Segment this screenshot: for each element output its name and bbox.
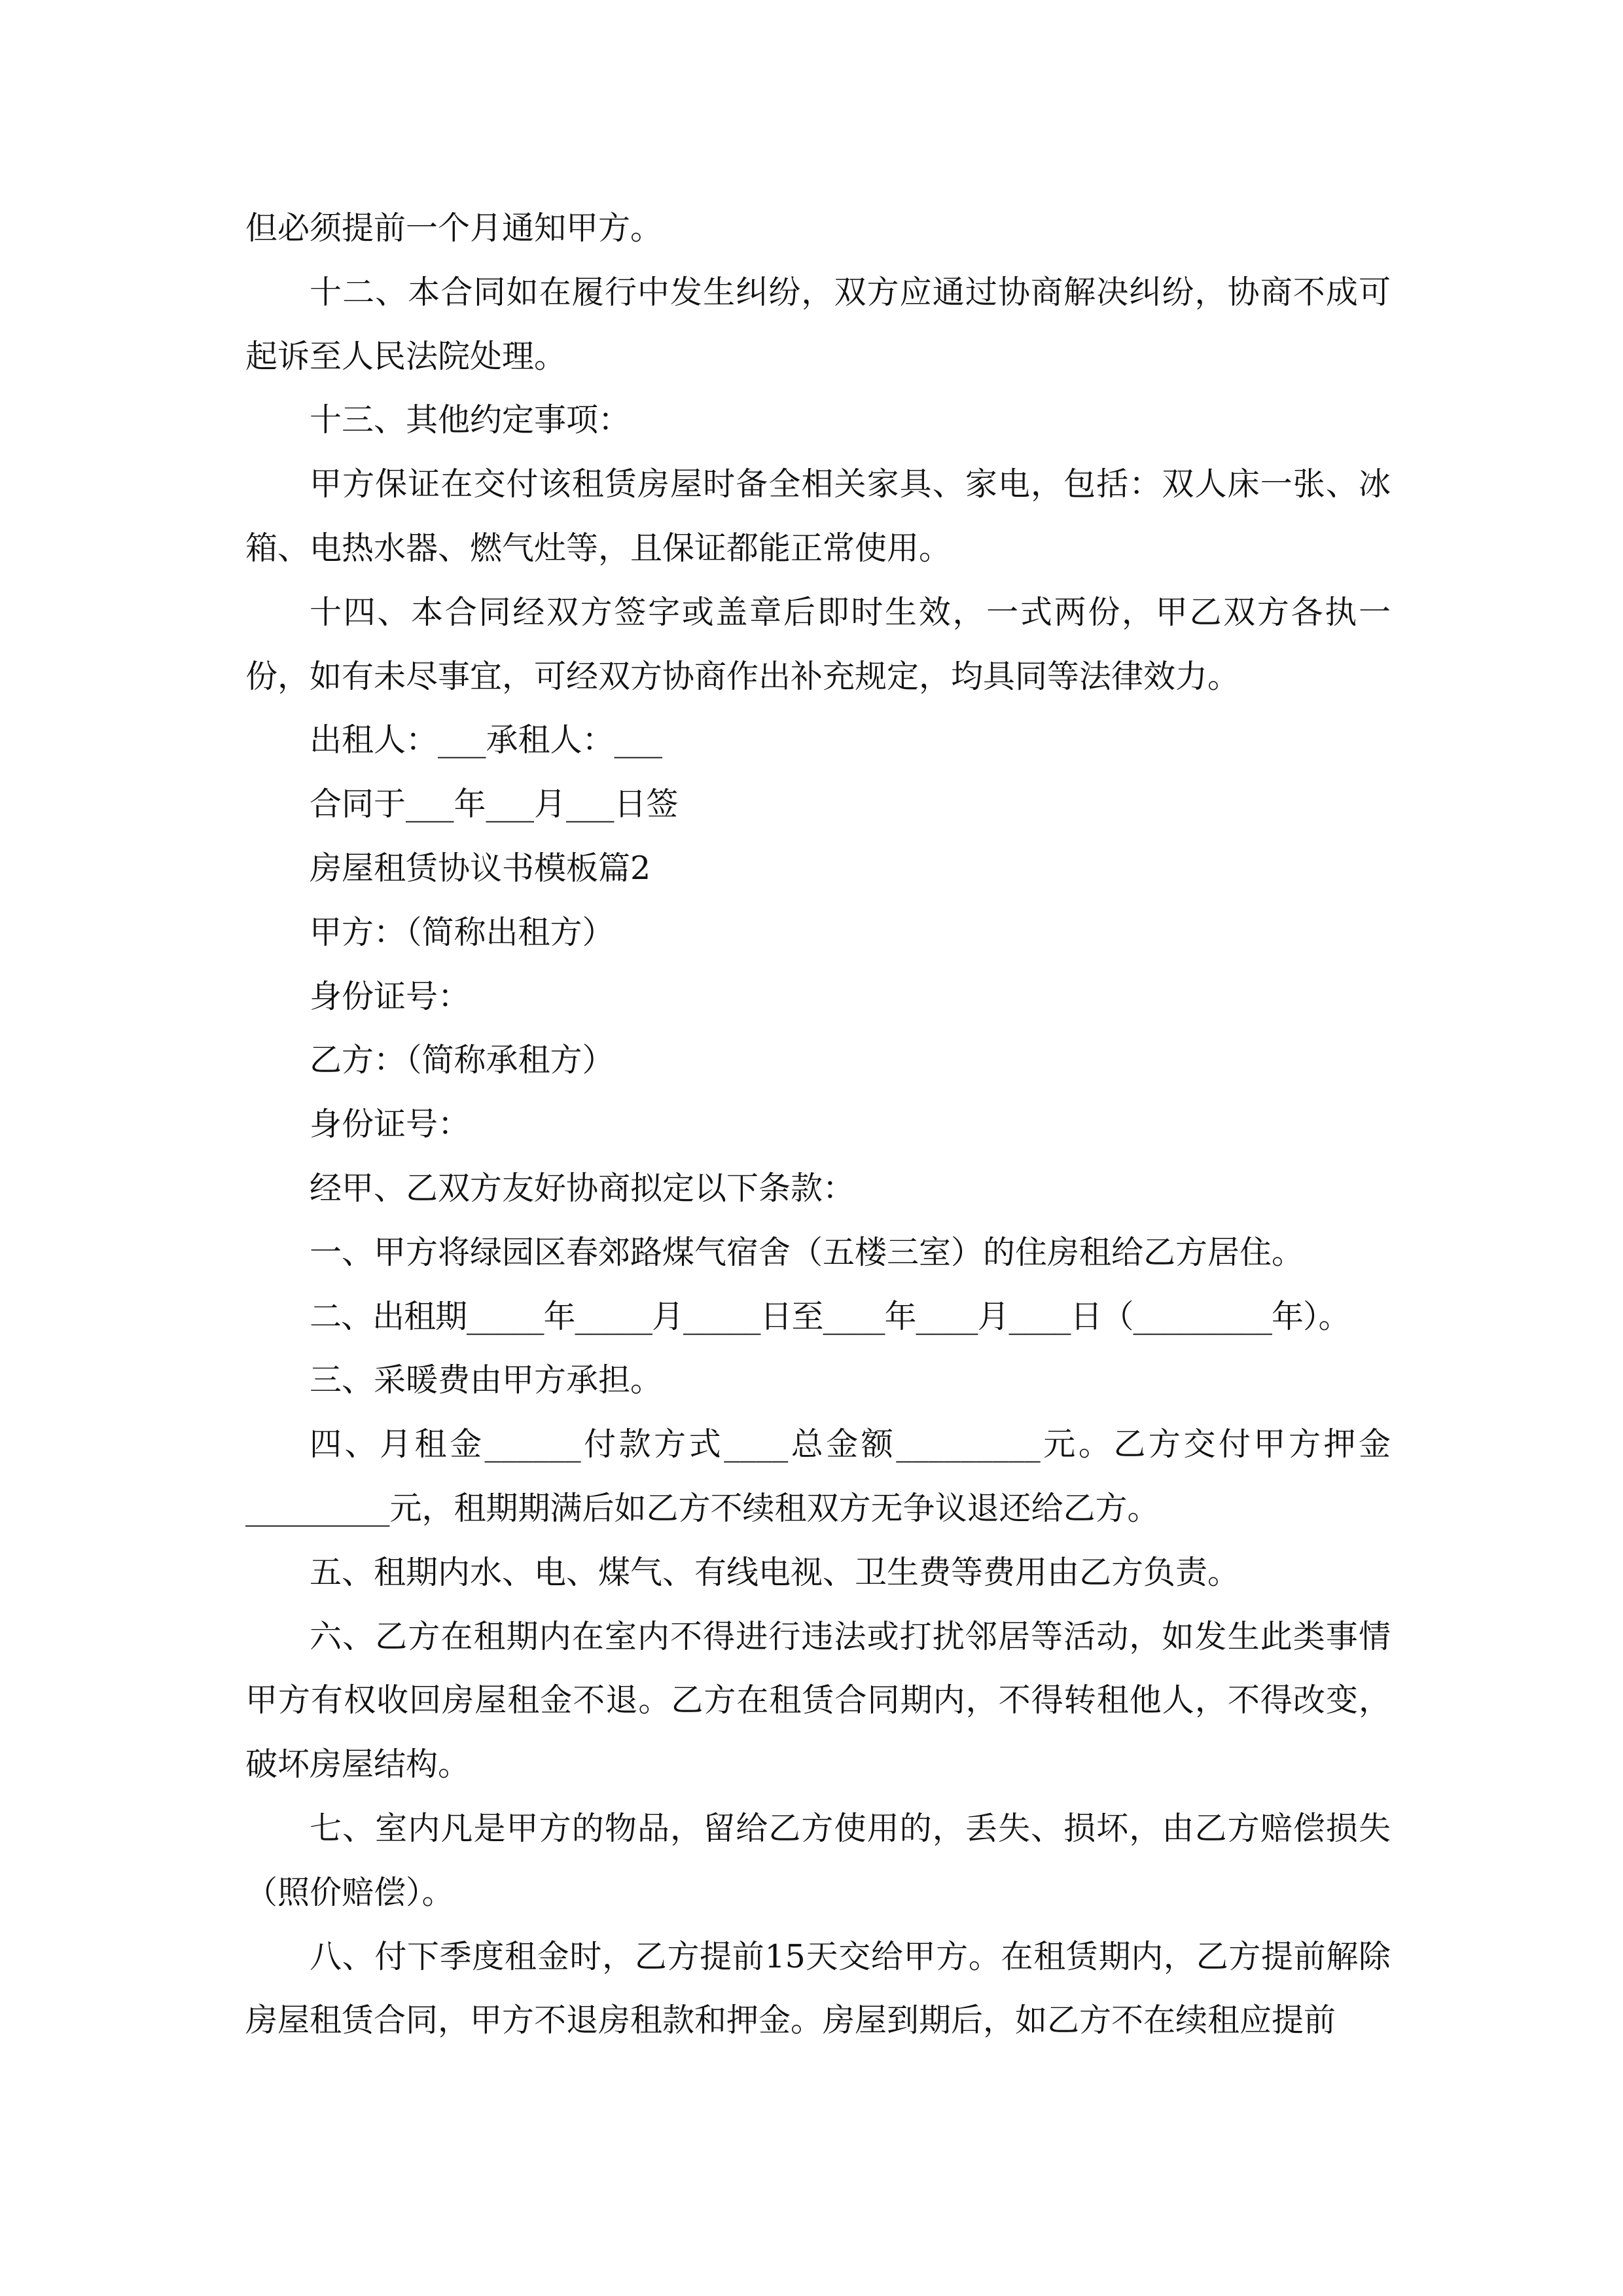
party-b-id: 身份证号： [310,1105,471,1143]
paragraph-clause-6: 六、乙方在租期内在室内不得进行违法或打扰邻居等活动，如发生此类事情甲方有权收回房屋租金不退。乙方在租赁合同期内，不得转租他人，不得改变，破坏房屋结构。 [245,1617,1391,1784]
section-title: 房屋租赁协议书模板篇2 [310,849,651,887]
paragraph-clause-5: 五、租期内水、电、煤气、有线电视、卫生费等费用由乙方负责。 [310,1553,1240,1591]
paragraph-signatories: 出租人：___承租人：___ [310,721,663,759]
paragraph-clause-14: 十四、本合同经双方签字或盖章后即时生效，一式两份，甲乙双方各执一份，如有未尽事宜，可经双方协商作出补充规定，均具同等法律效力。 [245,593,1391,695]
party-a: 甲方：（简称出租方） [310,913,615,951]
paragraph-clause-1: 一、甲方将绿园区春郊路煤气宿舍（五楼三室）的住房租给乙方居住。 [310,1233,1304,1271]
paragraph-clause-4: 四、月租金______付款方式____总金额_________元。乙方交付甲方押金_________元，租期期满后如乙方不续租双方无争议退还给乙方。 [245,1426,1391,1527]
paragraph-clause-3: 三、采暖费由甲方承担。 [310,1361,663,1399]
paragraph-clause-12: 十二、本合同如在履行中发生纠纷，双方应通过协商解决纠纷，协商不成可起诉至人民法院处理。 [245,273,1391,375]
paragraph-clause-7: 七、室内凡是甲方的物品，留给乙方使用的，丢失、损坏，由乙方赔偿损失（照价赔偿）。 [245,1809,1391,1911]
paragraph-preamble: 经甲、乙双方友好协商拟定以下条款： [310,1169,855,1207]
party-a-id: 身份证号： [310,977,471,1015]
paragraph-clause-8: 八、付下季度租金时，乙方提前15天交给甲方。在租赁期内，乙方提前解除房屋租赁合同，甲方不退房租款和押金。房屋到期后，如乙方不在续租应提前 [245,1937,1391,2039]
document-body [245,196,1391,2053]
party-b: 乙方：（简称承租方） [310,1041,615,1079]
paragraph-continuation: 但必须提前一个月通知甲方。 [245,209,663,247]
paragraph-clause-13: 十三、其他约定事项： [310,401,631,439]
paragraph-furniture: 甲方保证在交付该租赁房屋时备全相关家具、家电，包括：双人床一张、冰箱、电热水器、燃气灶等，且保证都能正常使用。 [245,465,1391,567]
paragraph-signing-date: 合同于___年___月___日签 [310,785,679,823]
paragraph-clause-2: 二、出租期_____年_____月_____日至____年____月____日（_________年）。 [310,1297,1350,1335]
